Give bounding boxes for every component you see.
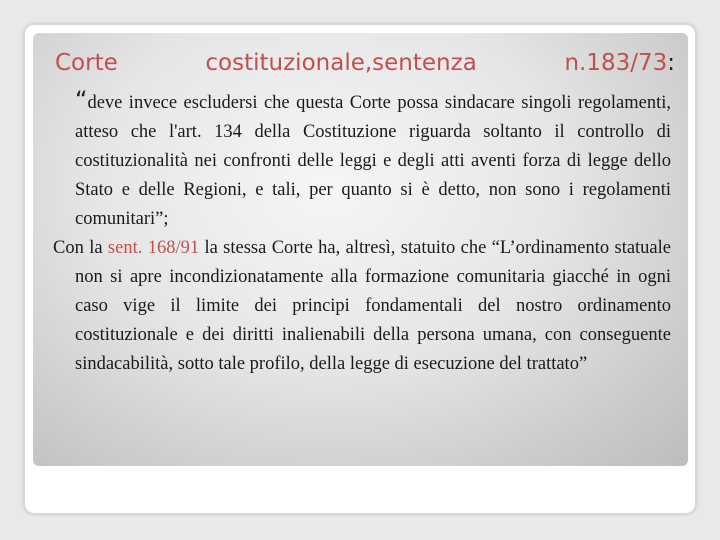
quote-paragraph (53, 86, 671, 234)
body-text (53, 86, 671, 379)
second-paragraph-text: la stessa Corte ha, altresì, statuito che “L’ordinamento statuale non si apre incondizionatamente alla formazione comunitaria giacché in ogni caso vige il limite dei principi fondamentali del nostro ordinamento costituzionale e dei diritti inalienabili della persona umana, con conseguente sindacabilità, sotto tale profilo, della legge di esecuzione del trattato” (75, 238, 671, 374)
heading-colon: : (667, 50, 675, 76)
heading-court: Corte (55, 50, 118, 76)
quote-open-mark: “ (75, 86, 88, 114)
heading-number-text: n.183/73 (564, 50, 668, 76)
second-paragraph (53, 234, 671, 379)
heading-number (564, 50, 675, 76)
slide-heading (55, 50, 675, 76)
second-paragraph-lead: Con la (53, 238, 108, 258)
heading-sentence: costituzionale,sentenza (205, 50, 477, 76)
quote-paragraph-text: deve invece escludersi che questa Corte possa sindacare singoli regolamenti, atteso che l'art. 134 della Costituzione riguarda soltanto il controllo di costituzionalità nei confronti delle leggi e degli atti aventi forza di legge dello Stato e delle Regioni, e tali, per quanto si è detto, non sono i regolamenti comunitari”; (75, 93, 671, 229)
sentence-link[interactable]: sent. 168/91 (107, 238, 200, 258)
